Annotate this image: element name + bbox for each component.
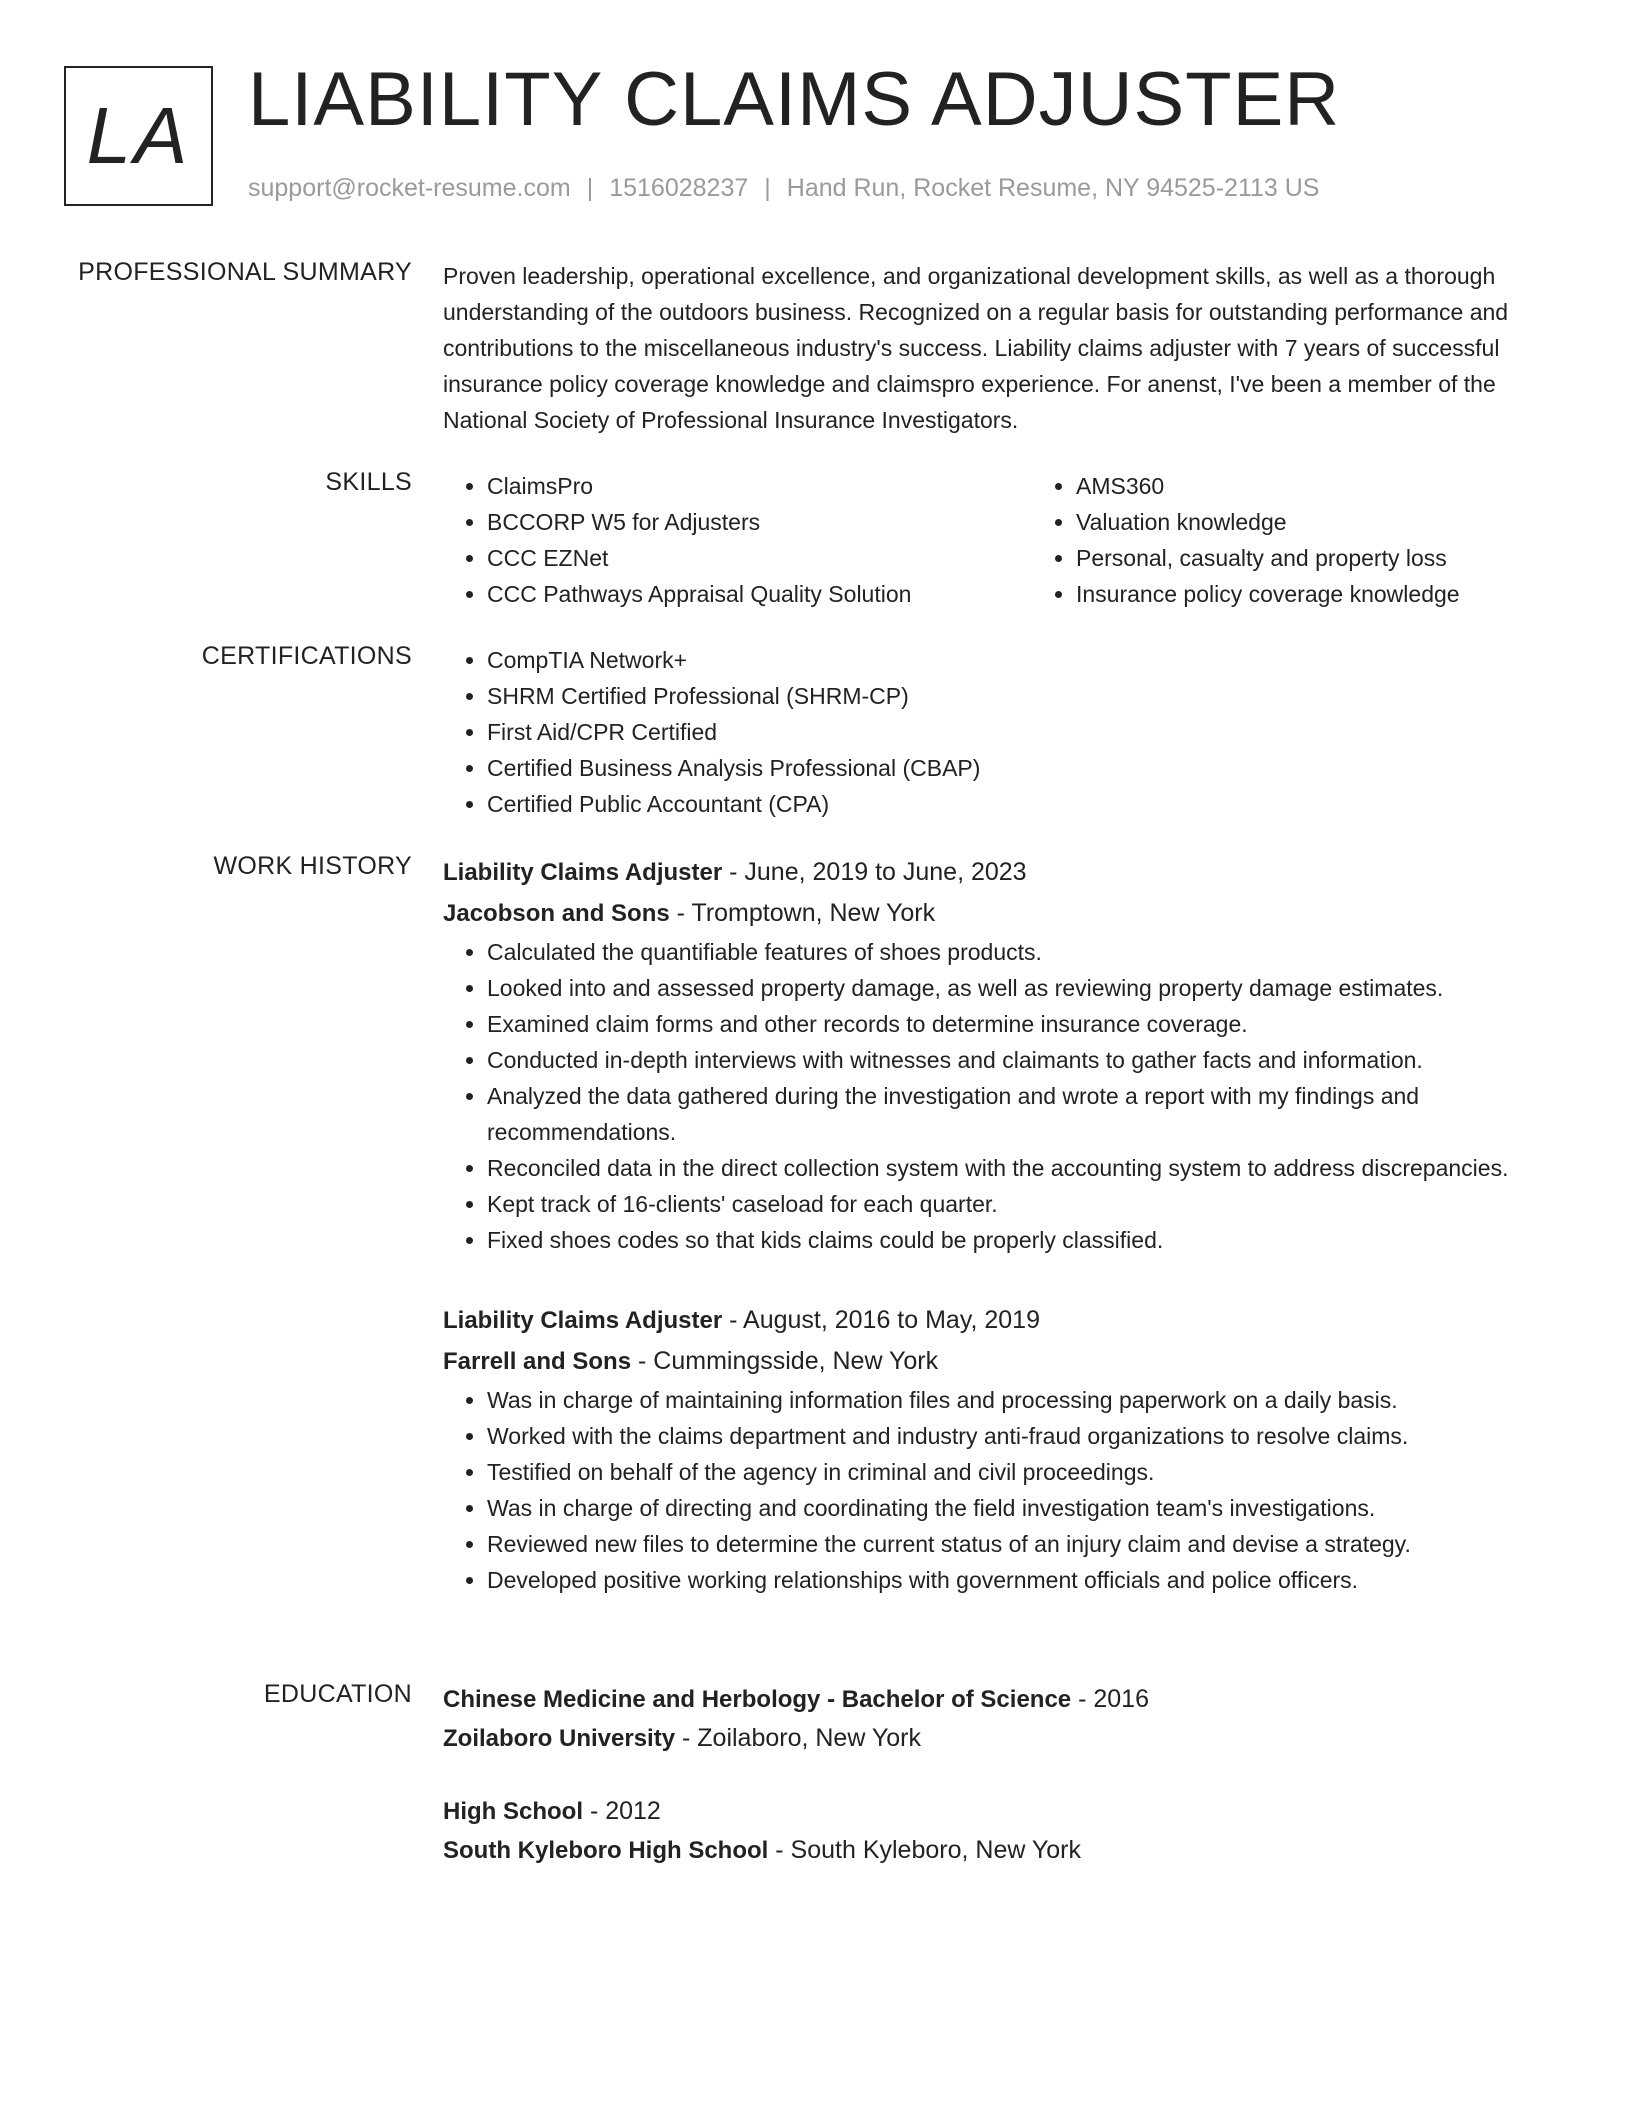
job-dates: - August, 2016 to May, 2019 — [722, 1306, 1040, 1334]
contact-phone: 1516028237 — [609, 174, 749, 202]
contact-separator: | — [586, 174, 594, 202]
certification-item: • Certified Public Accountant (CPA) — [487, 786, 1563, 822]
certification-item: • First Aid/CPR Certified — [487, 714, 1563, 750]
education-school-line — [443, 1719, 1563, 1758]
work-history-label: WORK HISTORY — [213, 852, 412, 880]
education-degree-line — [443, 1680, 1563, 1719]
education-entry — [443, 1680, 1563, 1758]
skill-item: • ClaimsPro — [487, 468, 1032, 504]
job-bullets — [443, 1382, 1563, 1598]
skill-item: • Insurance policy coverage knowledge — [1076, 576, 1621, 612]
job-company-line — [443, 1341, 1563, 1382]
skill-item: • AMS360 — [1076, 468, 1621, 504]
job-company: Farrell and Sons — [443, 1348, 632, 1375]
education-location: - Zoilaboro, New York — [675, 1724, 921, 1752]
skills-list-right — [1032, 468, 1621, 612]
certifications-label: CERTIFICATIONS — [201, 642, 412, 670]
education-location: - South Kyleboro, New York — [768, 1836, 1081, 1864]
job-bullet: • Was in charge of maintaining information files and processing paperwork on a daily basis. — [487, 1382, 1563, 1418]
skill-item: • CCC Pathways Appraisal Quality Solution — [487, 576, 1032, 612]
candidate-name: LIABILITY CLAIMS ADJUSTER — [248, 57, 1341, 142]
job-location: - Tromptown, New York — [669, 899, 936, 927]
certification-item: • CompTIA Network+ — [487, 642, 1563, 678]
job-company-line — [443, 893, 1563, 934]
monogram-box — [64, 66, 213, 206]
education-degree-line — [443, 1792, 1563, 1831]
summary-label: PROFESSIONAL SUMMARY — [78, 258, 412, 286]
contact-address: Hand Run, Rocket Resume, NY 94525-2113 US — [786, 174, 1320, 202]
job-bullet: • Examined claim forms and other records to determine insurance coverage. — [487, 1006, 1563, 1042]
job-location: - Cummingsside, New York — [631, 1347, 939, 1375]
skills-list-left — [443, 468, 1032, 612]
job-bullet: • Analyzed the data gathered during the investigation and wrote a report with my findings and recommendations. — [487, 1078, 1563, 1150]
job-dates: - June, 2019 to June, 2023 — [722, 858, 1027, 886]
job-bullet: • Reconciled data in the direct collection system with the accounting system to address discrepancies. — [487, 1150, 1563, 1186]
job-bullet: • Reviewed new files to determine the current status of an injury claim and devise a strategy. — [487, 1526, 1563, 1562]
job-title: Liability Claims Adjuster — [443, 859, 723, 886]
summary-text: Proven leadership, operational excellence, and organizational development skills, as well as a thorough understanding of the outdoors business. Recognized on a regular basis for outstanding performance and contributions to the miscellaneous industry's success. Liability claims adjuster with 7 years of successful insurance policy coverage knowledge and claimspro experience. For anenst, I've been a member of the National Society of Professional Insurance Investigators. — [443, 263, 1509, 433]
education-entry — [443, 1792, 1563, 1870]
job-bullet: • Looked into and assessed property damage, as well as reviewing property damage estimates. — [487, 970, 1563, 1006]
certification-item: • Certified Business Analysis Professional (CBAP) — [487, 750, 1563, 786]
education-label: EDUCATION — [263, 1680, 412, 1708]
skill-item: • Valuation knowledge — [1076, 504, 1621, 540]
monogram-initials: LA — [86, 91, 191, 180]
education-year: - 2016 — [1071, 1685, 1149, 1713]
education-school: South Kyleboro High School — [443, 1837, 769, 1864]
contact-separator: | — [764, 174, 771, 202]
contact-email: support@rocket-resume.com — [248, 174, 571, 202]
job-bullet: • Testified on behalf of the agency in criminal and civil proceedings. — [487, 1454, 1563, 1490]
job-bullet: • Was in charge of directing and coordinating the field investigation team's investigations. — [487, 1490, 1563, 1526]
skill-item: • CCC EZNet — [487, 540, 1032, 576]
certifications-list — [443, 642, 1563, 822]
education-degree: High School — [443, 1798, 583, 1825]
skills-label: SKILLS — [325, 468, 412, 496]
skill-item: • Personal, casualty and property loss — [1076, 540, 1621, 576]
skill-item: • BCCORP W5 for Adjusters — [487, 504, 1032, 540]
job-title-line — [443, 852, 1563, 893]
job-bullets — [443, 934, 1563, 1258]
certification-item: • SHRM Certified Professional (SHRM-CP) — [487, 678, 1563, 714]
contact-line — [248, 174, 1319, 203]
education-school-line — [443, 1831, 1563, 1870]
education-degree: Chinese Medicine and Herbology - Bachelor of Science — [443, 1686, 1072, 1713]
job-entry — [443, 852, 1563, 1258]
education-school: Zoilaboro University — [443, 1725, 676, 1752]
job-bullet: • Fixed shoes codes so that kids claims could be properly classified. — [487, 1222, 1563, 1258]
job-bullet: • Conducted in-depth interviews with witnesses and claimants to gather facts and information. — [487, 1042, 1563, 1078]
job-bullet: • Developed positive working relationships with government officials and police officers. — [487, 1562, 1563, 1598]
job-company: Jacobson and Sons — [443, 900, 670, 927]
education-year: - 2012 — [583, 1797, 661, 1825]
job-bullet: • Kept track of 16-clients' caseload for each quarter. — [487, 1186, 1563, 1222]
job-title: Liability Claims Adjuster — [443, 1307, 723, 1334]
job-title-line — [443, 1300, 1563, 1341]
job-bullet: • Worked with the claims department and industry anti-fraud organizations to resolve claims. — [487, 1418, 1563, 1454]
job-entry — [443, 1300, 1563, 1598]
job-bullet: • Calculated the quantifiable features of shoes products. — [487, 934, 1563, 970]
